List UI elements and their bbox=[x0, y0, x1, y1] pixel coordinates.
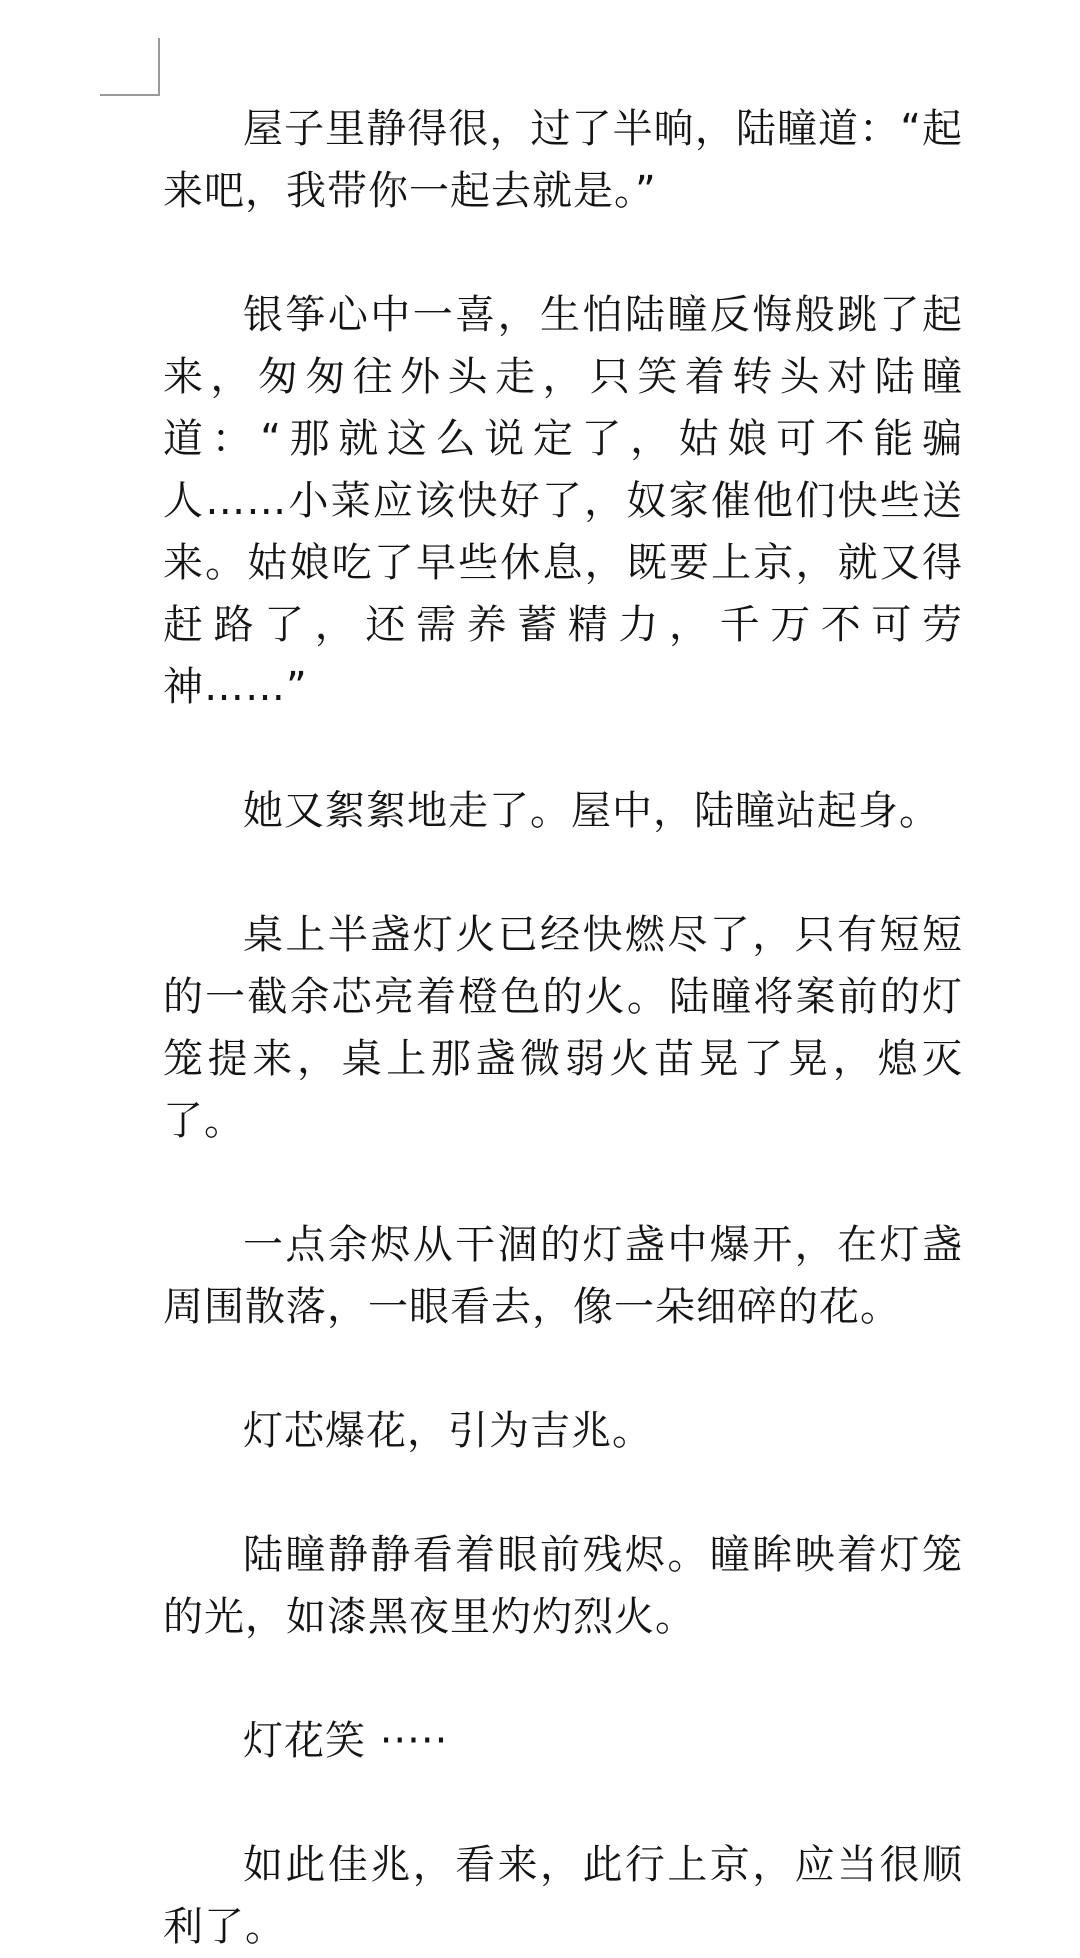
paragraph-7: 陆瞳静静看着眼前残烬。瞳眸映着灯笼的光，如漆黑夜里灼灼烈火。 bbox=[163, 1532, 963, 1640]
paragraph-3: 她又絮絮地走了。屋中，陆瞳站起身。 bbox=[243, 788, 940, 834]
paragraph-9: 如此佳兆，看来，此行上京，应当很顺利了。 bbox=[163, 1842, 963, 1950]
paragraph-2: 银筝心中一喜，生怕陆瞳反悔般跳了起来，匆匆往外头走，只笑着转头对陆瞳道：“那就这么说定了，姑娘可不能骗人……小菜应该快好了，奴家催他们快些送来。姑娘吃了早些休息，既要上京，就又得赶路了，还需养蓄精力，千万不可劳神……” bbox=[163, 292, 963, 710]
paragraph-6: 灯芯爆花，引为吉兆。 bbox=[243, 1408, 653, 1454]
page-margin-corner-marker bbox=[100, 38, 160, 96]
paragraph-4: 桌上半盏灯火已经快燃尽了，只有短短的一截余芯亮着橙色的火。陆瞳将案前的灯笼提来，桌上那盏微弱火苗晃了晃，熄灭了。 bbox=[163, 912, 963, 1144]
document-body[interactable] bbox=[163, 98, 963, 1958]
paragraph-8: 灯花笑 ····· bbox=[243, 1718, 449, 1764]
paragraph-1: 屋子里静得很，过了半晌，陆瞳道：“起来吧，我带你一起去就是。” bbox=[163, 106, 963, 214]
paragraph-5: 一点余烬从干涸的灯盏中爆开，在灯盏周围散落，一眼看去，像一朵细碎的花。 bbox=[163, 1222, 963, 1330]
